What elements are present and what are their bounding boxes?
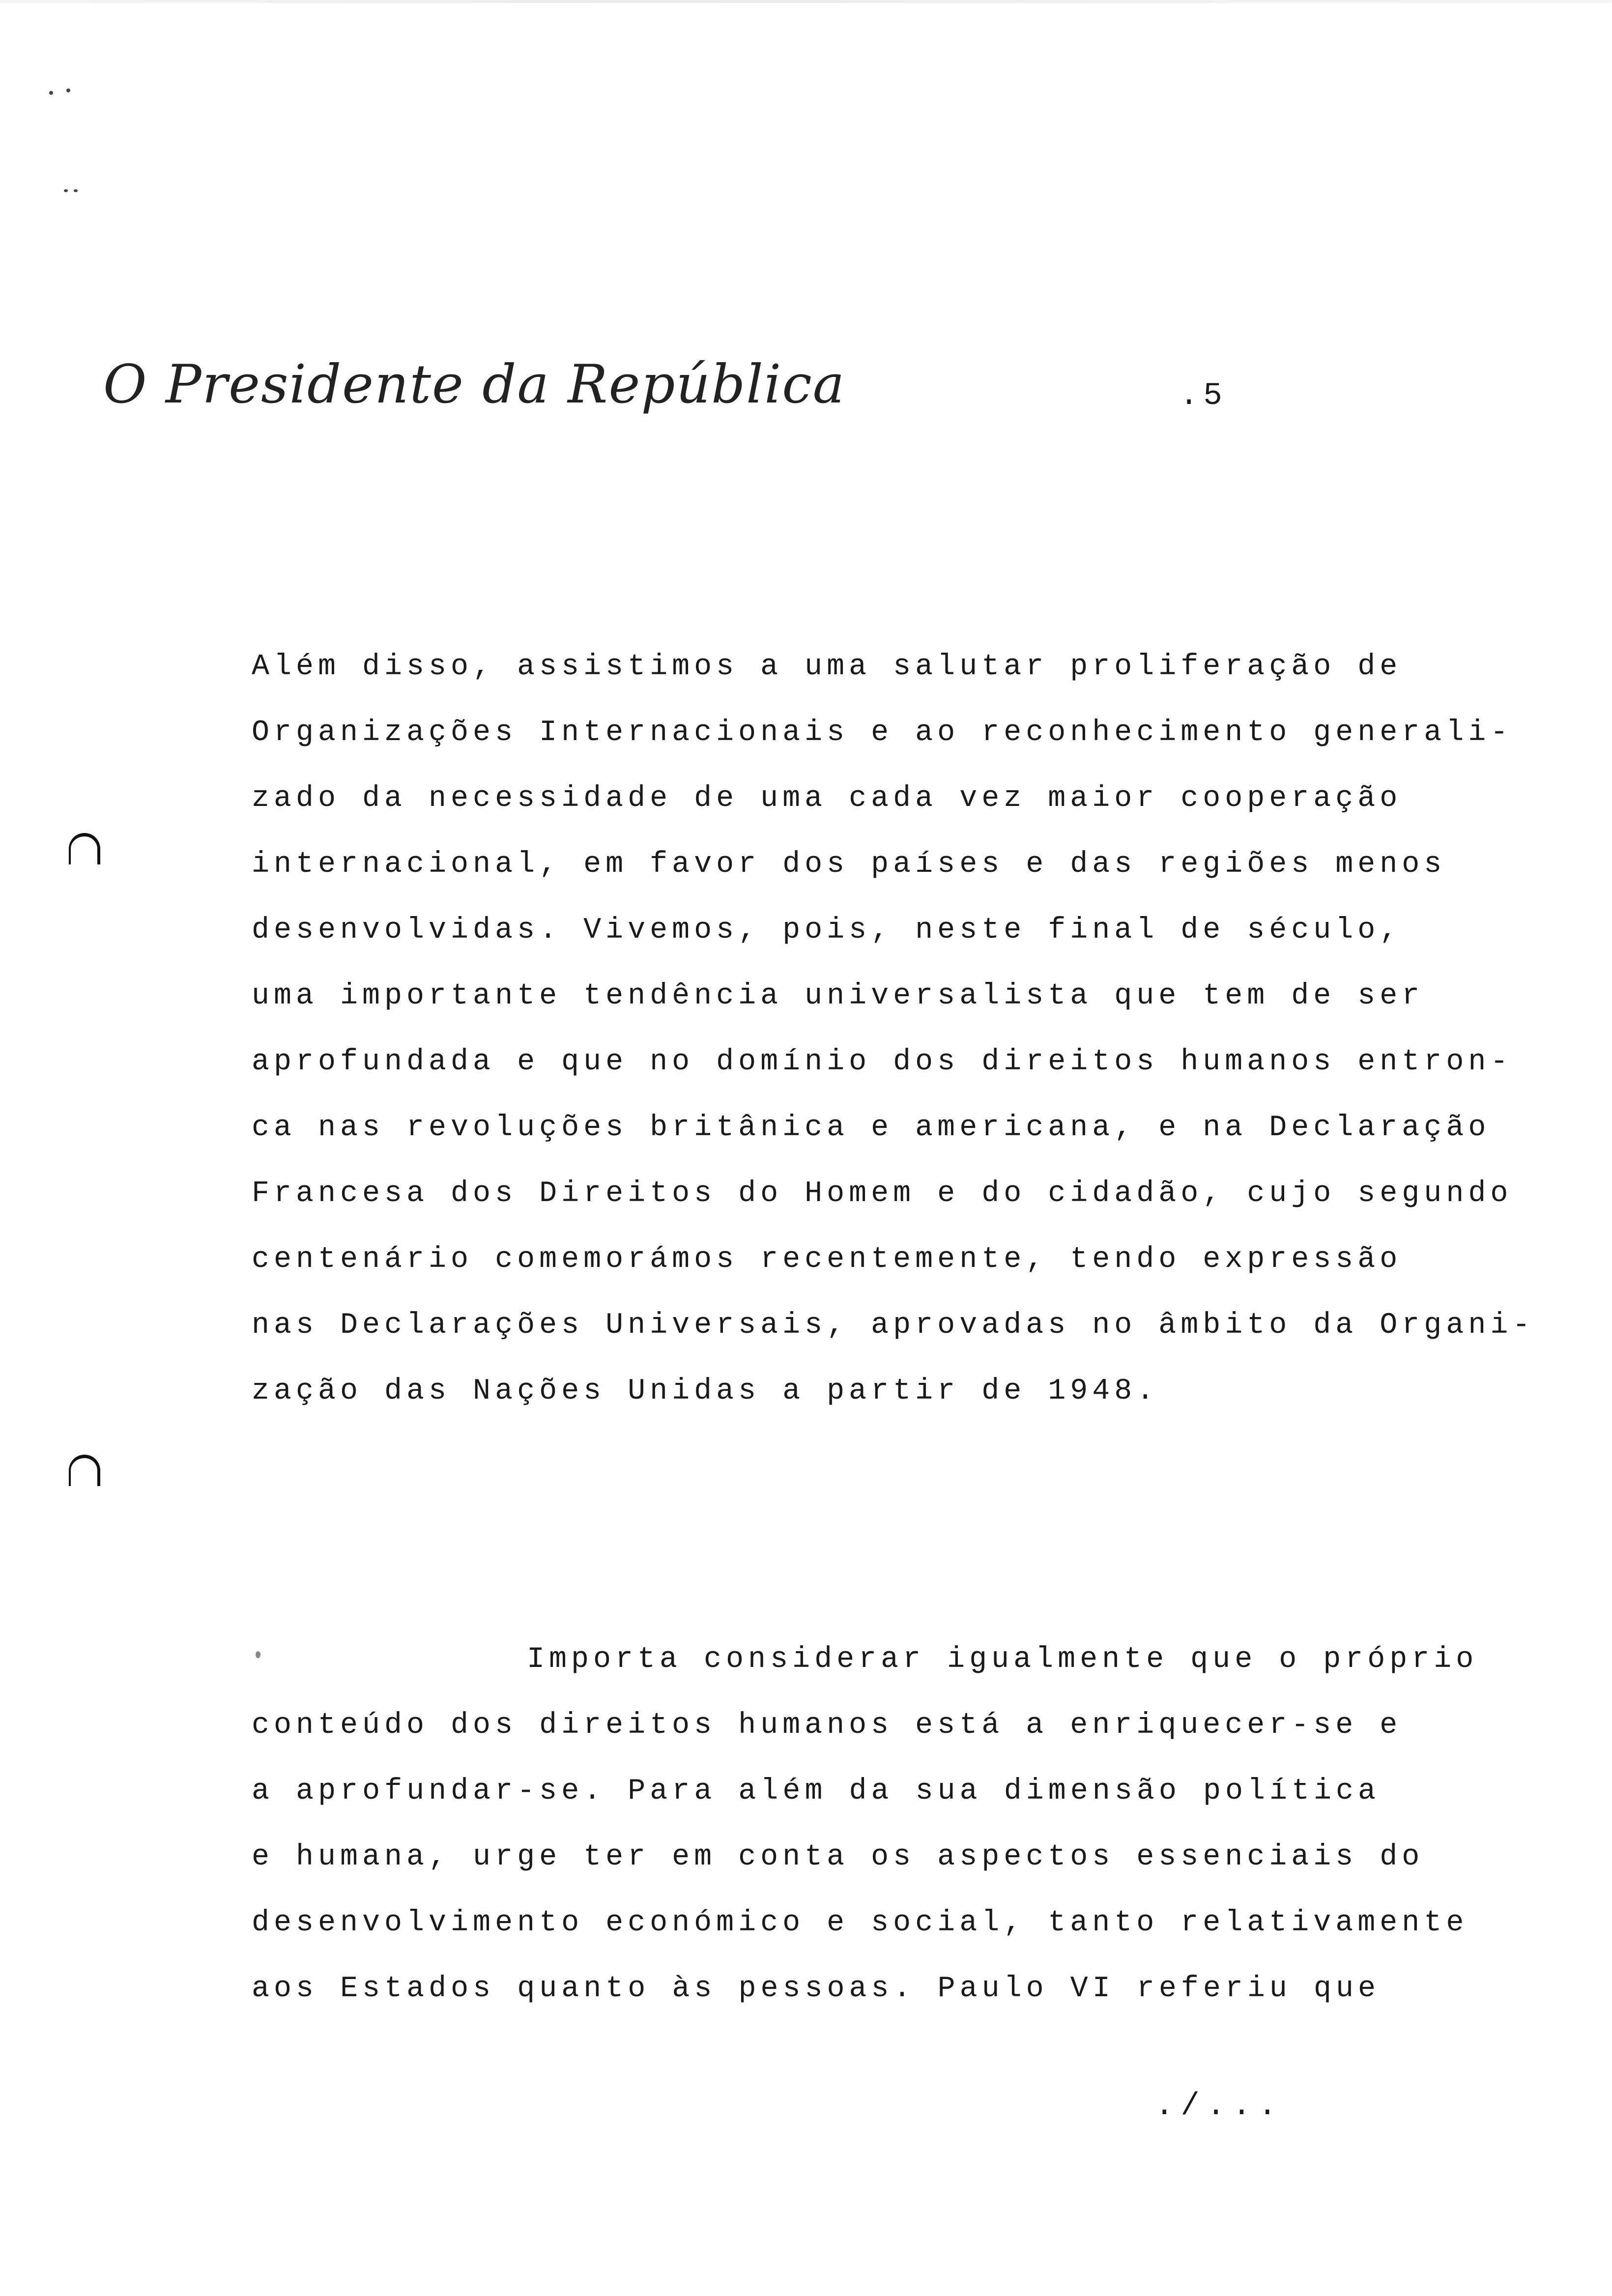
paragraph-1	[252, 634, 1535, 1424]
text-line: centenário comemorámos recentemente, tendo expressão	[252, 1243, 1402, 1276]
text-line: Organizações Internacionais e ao reconhecimento generali-	[252, 716, 1513, 749]
scan-speck	[74, 189, 78, 192]
text-line-content: Importa considerar igualmente que o próprio	[527, 1643, 1478, 1676]
scan-speck	[64, 189, 68, 192]
punch-hole-mark	[69, 833, 100, 864]
text-line: e humana, urge ter em conta os aspectos essenciais do	[252, 1840, 1424, 1874]
punch-hole-mark	[69, 1455, 100, 1486]
text-line: desenvolvimento económico e social, tanto relativamente	[252, 1906, 1468, 1940]
text-line: a aprofundar-se. Para além da sua dimensão política	[252, 1775, 1380, 1808]
paragraph-2	[252, 1627, 1478, 2022]
scan-speck	[66, 88, 70, 92]
text-line: zado da necessidade de uma cada vez maior cooperação	[252, 782, 1402, 815]
continuation-mark: ./...	[1155, 2089, 1284, 2124]
text-line: Além disso, assistimos a uma salutar proliferação de	[252, 650, 1402, 684]
text-line: zação das Nações Unidas a partir de 1948.	[252, 1375, 1159, 1408]
text-line-indented	[252, 1627, 1478, 1693]
text-line: nas Declarações Universais, aprovadas no âmbito da Organi-	[252, 1309, 1535, 1342]
text-line: aprofundada e que no domínio dos direitos humanos entron-	[252, 1045, 1513, 1079]
text-line: aos Estados quanto às pessoas. Paulo VI referiu que	[252, 1972, 1380, 2006]
page-number: .5	[1180, 378, 1227, 414]
text-line: desenvolvidas. Vivemos, pois, neste final de século,	[252, 914, 1402, 947]
scan-edge	[0, 0, 1612, 3]
text-line: conteúdo dos direitos humanos está a enriquecer-se e	[252, 1709, 1402, 1742]
text-line: uma importante tendência universalista que tem de ser	[252, 979, 1424, 1013]
text-line: Francesa dos Direitos do Homem e do cidadão, cujo segundo	[252, 1177, 1513, 1210]
text-line: internacional, em favor dos países e das regiões menos	[252, 848, 1446, 881]
letterhead-title: O Presidente da República	[103, 354, 846, 415]
text-line: ca nas revoluções britânica e americana, e na Declaração	[252, 1111, 1491, 1145]
scan-speck	[49, 91, 53, 95]
